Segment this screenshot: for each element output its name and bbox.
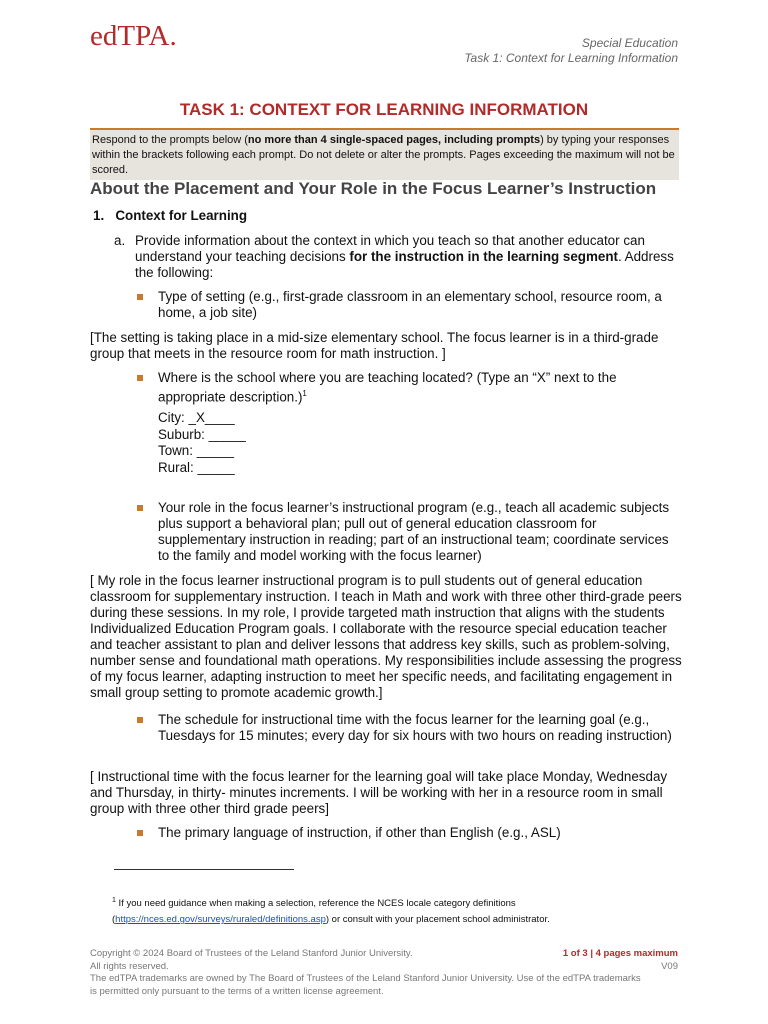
footnote: $^1$ If you need guidance when making a selection, reference the NCES locale category definitions (https://nces.ed.gov/surveys/ruraled/definitions.asp) or consult with your placement school administrator. [112,897,550,926]
footer-page-info [563,948,678,973]
instructions-box: Respond to the prompts below (no more than 4 single-spaced pages, including prompts) by typing your responses within the brackets following each prompt. Do not delete or alter the prompts. Pages exceeding the maximum will not be scored. [90,128,679,180]
location-options[interactable] [158,410,246,476]
section-title: About the Placement and Your Role in the Focus Learner’s Instruction [90,179,657,198]
response-schedule[interactable]: [ Instructional time with the focus learner for the learning goal will take place Monday, Wednesday and Thursday, in thirty- minutes increments. I will be working with her in a resource room in small group with three other third grade peers] [90,769,668,816]
footnote-divider [114,869,294,870]
header-subject: Special Education [581,36,678,50]
version: V09 [661,960,678,972]
location-rural[interactable]: Rural: _____ [158,459,235,475]
edtpa-logo: edTPA. [90,20,177,52]
header-task: Task 1: Context for Learning Information [464,51,678,65]
item-1-heading: 1. Context for Learning [93,208,248,223]
response-role[interactable]: [ My role in the focus learner instructional program is to pull students out of general education classroom for supplementary instruction. I teach in Math and work with three other third-grade peers during these sessions. In my role, I provide targeted math instruction that aligns with the students Individualized Education Program goals. I collaborate with the resource special education teacher and teacher assistant to plan and deliver lessons that address key skills, such as problem-solving, number sense and foundational math operations. My responsibilities include assessing the progress of my focus learner, adapting instruction to meet her specific needs, and facilitating engagement in small group setting to promote academic growth.] [90,573,682,700]
bullet-marker [137,375,143,381]
location-town[interactable]: Town: _____ [158,443,234,458]
bullet-marker [137,294,143,300]
footer-copyright: Copyright © 2024 Board of Trustees of the Leland Stanford Junior University. All rights reserved. The edTPA trademarks are owned by The Board of Trustees of the Leland Stanford Junior University. Use of the edTPA trademarks is permitted only pursuant to the terms of a written license agreement. [90,948,641,997]
page-number: 1 of 3 | 4 pages maximum [562,948,678,959]
response-setting[interactable]: [The setting is taking place in a mid-size elementary school. The focus learner is in a third-grade group that meets in the resource room for math instruction. ] [90,330,659,361]
page-title: TASK 1: CONTEXT FOR LEARNING INFORMATION [179,100,589,119]
location-city[interactable]: City: _X____ [158,410,235,425]
bullet-marker [137,505,143,511]
nces-definitions-link[interactable]: https://nces.ed.gov/surveys/ruraled/definitions.asp [115,914,326,926]
bullet-marker [137,830,143,836]
bullet-marker [137,717,143,723]
location-suburb[interactable]: Suburb: _____ [158,426,246,442]
header-info [464,36,678,66]
